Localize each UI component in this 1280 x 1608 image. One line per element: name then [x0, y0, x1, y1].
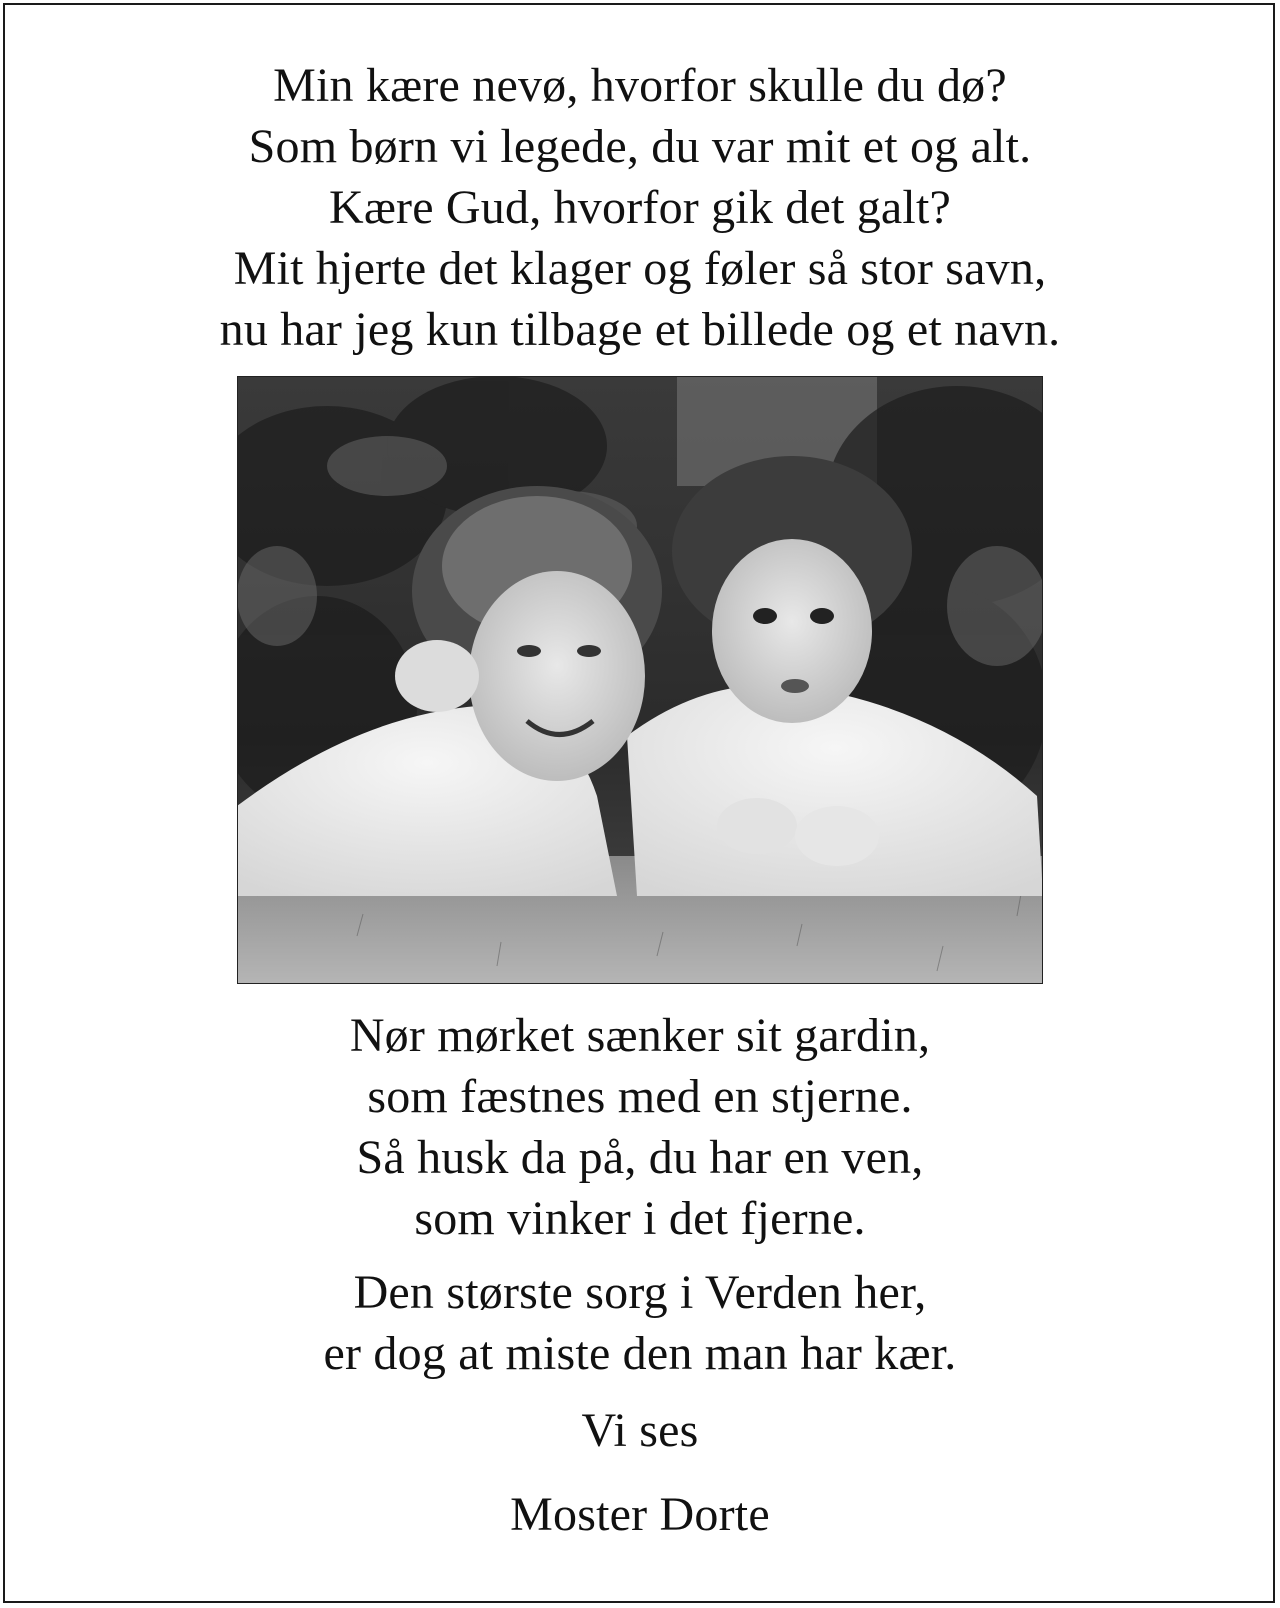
- closing-line: Vi ses: [581, 1404, 699, 1457]
- poem-line: Min kære nevø, hvorfor skulle du dø?: [273, 59, 1007, 112]
- poem-line: nu har jeg kun tilbage et billede og et navn.: [219, 303, 1061, 356]
- signature: [0, 1484, 1280, 1545]
- poem-line: Kære Gud, hvorfor gik det galt?: [328, 181, 952, 234]
- poem-stanza-1: [0, 55, 1280, 360]
- two-children-photo-icon: [237, 376, 1043, 984]
- poem-line: Som børn vi legede, du var mit et og alt.: [248, 120, 1032, 173]
- poem-line: Den største sorg i Verden her,: [353, 1266, 927, 1319]
- poem-line: Mit hjerte det klager og føler så stor savn,: [233, 242, 1047, 295]
- poem-stanza-3: [0, 1262, 1280, 1384]
- poem-line: som vinker i det fjerne.: [414, 1192, 866, 1245]
- closing-text: [0, 1400, 1280, 1461]
- poem-stanza-2: [0, 1005, 1280, 1249]
- poem-line: som fæstnes med en stjerne.: [367, 1070, 913, 1123]
- poem-line: Nør mørket sænker sit gardin,: [349, 1009, 931, 1062]
- memorial-photo: [237, 376, 1043, 984]
- signature-line: Moster Dorte: [510, 1488, 770, 1541]
- poem-line: er dog at miste den man har kær.: [323, 1327, 957, 1380]
- poem-line: Så husk da på, du har en ven,: [356, 1131, 924, 1184]
